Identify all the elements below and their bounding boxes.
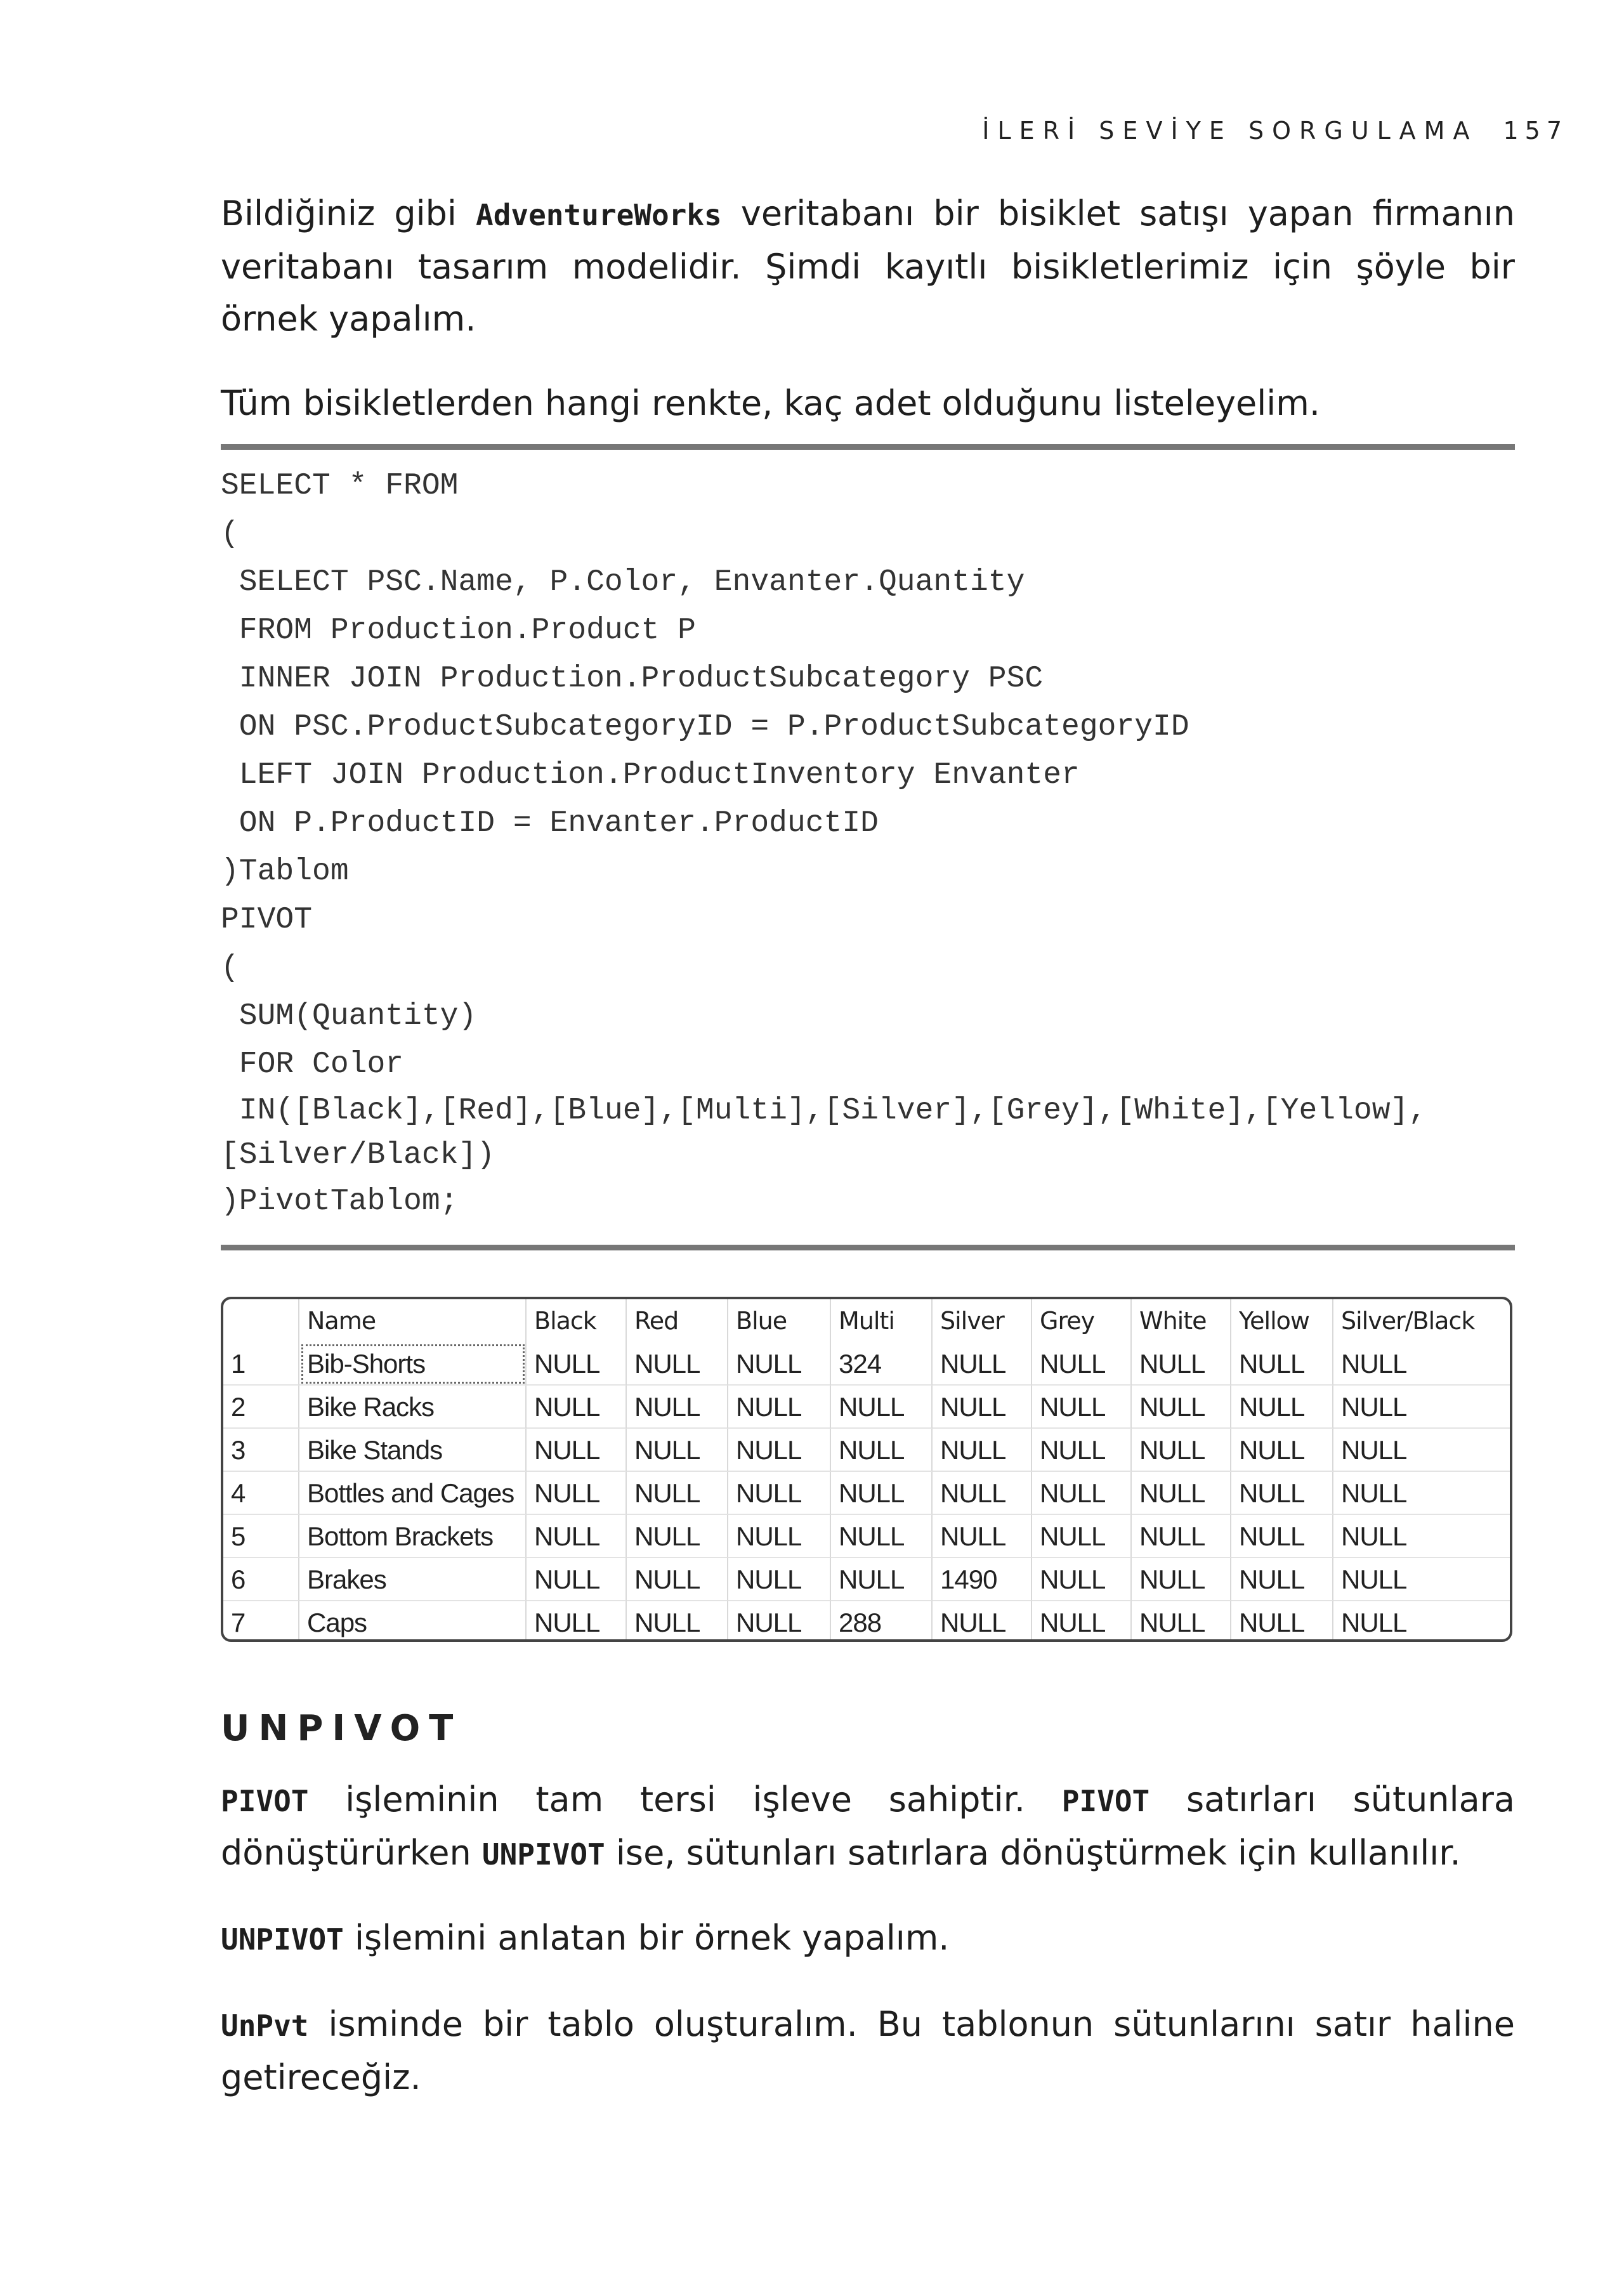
column-header[interactable]: Yellow <box>1231 1299 1333 1342</box>
grid-cell[interactable]: NULL <box>1132 1601 1231 1642</box>
column-header[interactable]: Blue <box>728 1299 831 1342</box>
code-line: )PivotTablom; <box>221 1184 459 1219</box>
keyword-pivot: PIVOT <box>1061 1784 1150 1818</box>
grid-cell[interactable]: 1490 <box>933 1558 1032 1601</box>
grid-cell[interactable]: NULL <box>627 1558 728 1601</box>
table-row[interactable] <box>223 1429 1510 1472</box>
grid-cell[interactable]: NULL <box>627 1601 728 1642</box>
grid-cell[interactable]: NULL <box>1032 1472 1132 1515</box>
grid-cell[interactable]: NULL <box>1032 1429 1132 1472</box>
grid-cell[interactable]: NULL <box>933 1601 1032 1642</box>
code-line: SELECT * FROM <box>221 469 459 503</box>
code-line: SELECT PSC.Name, P.Color, Envanter.Quantity <box>221 565 1025 600</box>
grid-cell[interactable]: NULL <box>831 1386 933 1429</box>
results-grid <box>221 1297 1512 1642</box>
column-header[interactable]: White <box>1132 1299 1231 1342</box>
grid-cell[interactable]: NULL <box>627 1429 728 1472</box>
grid-cell[interactable]: 324 <box>831 1342 933 1386</box>
keyword-unpivot: UNPIVOT <box>221 1922 344 1957</box>
code-line: )Tablom <box>221 855 349 889</box>
code-line: ON PSC.ProductSubcategoryID = P.ProductSubcategoryID <box>221 710 1189 744</box>
code-line: [Silver/Black]) <box>221 1138 495 1172</box>
unpivot-paragraph-1 <box>221 1774 1515 1880</box>
code-line: FOR Color <box>221 1047 404 1082</box>
grid-cell[interactable]: NULL <box>1132 1342 1231 1386</box>
grid-cell[interactable]: Bike Stands <box>299 1429 527 1472</box>
grid-cell[interactable]: NULL <box>1132 1472 1231 1515</box>
row-number[interactable]: 1 <box>223 1342 299 1386</box>
grid-cell[interactable]: Bike Racks <box>299 1386 527 1429</box>
code-line: ( <box>221 951 239 985</box>
grid-cell[interactable]: Caps <box>299 1601 527 1642</box>
intro-paragraph <box>221 188 1515 345</box>
grid-cell[interactable]: NULL <box>1231 1342 1333 1386</box>
table-row[interactable] <box>223 1515 1510 1558</box>
grid-cell[interactable]: NULL <box>527 1342 627 1386</box>
grid-cell[interactable]: NULL <box>1132 1386 1231 1429</box>
grid-cell[interactable]: Brakes <box>299 1558 527 1601</box>
column-header[interactable] <box>223 1299 299 1342</box>
page-number: 157 <box>1503 117 1568 145</box>
code-line: SUM(Quantity) <box>221 999 477 1033</box>
text: işleminin tam tersi işleve sahiptir. <box>308 1780 1062 1819</box>
column-header[interactable]: Silver <box>933 1299 1032 1342</box>
text: satırları sütunlara dönüştürürken <box>221 1780 1515 1873</box>
sql-code-block <box>221 462 1515 1226</box>
grid-cell[interactable]: NULL <box>933 1472 1032 1515</box>
grid-cell[interactable]: NULL <box>527 1515 627 1558</box>
chapter-title: İLERİ SEVİYE SORGULAMA <box>982 117 1478 145</box>
grid-cell[interactable]: NULL <box>728 1515 831 1558</box>
row-number[interactable]: 5 <box>223 1515 299 1558</box>
grid-cell[interactable]: 288 <box>831 1601 933 1642</box>
grid-cell[interactable]: NULL <box>728 1558 831 1601</box>
grid-cell[interactable]: NULL <box>1231 1601 1333 1642</box>
grid-cell[interactable]: NULL <box>933 1386 1032 1429</box>
column-header[interactable]: Multi <box>831 1299 933 1342</box>
code-line: FROM Production.Product P <box>221 613 696 648</box>
code-bottom-rule <box>221 1245 1515 1250</box>
table-name: UnPvt <box>221 2009 309 2043</box>
grid-cell[interactable]: NULL <box>728 1429 831 1472</box>
grid-cell[interactable]: NULL <box>1231 1429 1333 1472</box>
code-line: LEFT JOIN Production.ProductInventory Envanter <box>221 758 1080 792</box>
grid-cell[interactable]: Bottom Brackets <box>299 1515 527 1558</box>
table-row[interactable] <box>223 1601 1510 1642</box>
text: ise, sütunları satırlara dönüştürmek için kullanılır. <box>605 1833 1461 1873</box>
grid-cell[interactable]: Bottles and Cages <box>299 1472 527 1515</box>
row-number[interactable]: 7 <box>223 1601 299 1642</box>
table-row[interactable] <box>223 1558 1510 1601</box>
grid-cell[interactable]: NULL <box>1333 1601 1512 1642</box>
grid-cell[interactable]: NULL <box>728 1386 831 1429</box>
grid-cell[interactable]: Bib-Shorts <box>299 1342 527 1386</box>
code-top-rule <box>221 444 1515 450</box>
code-line: ON P.ProductID = Envanter.ProductID <box>221 806 879 841</box>
grid-cell[interactable]: NULL <box>1032 1515 1132 1558</box>
table-row[interactable] <box>223 1472 1510 1515</box>
intro-text-2: veritabanı bir bisiklet satışı yapan firmanın veritabanı tasarım modelidir. Şimdi kayıtlı bisikletlerimiz için şöyle bir örnek yapalım. <box>221 193 1516 339</box>
text: işlemini anlatan bir örnek yapalım. <box>343 1918 950 1958</box>
database-name: AdventureWorks <box>476 198 722 232</box>
grid-cell[interactable]: NULL <box>527 1472 627 1515</box>
running-header <box>982 117 1568 145</box>
column-header[interactable]: Red <box>627 1299 728 1342</box>
keyword-pivot: PIVOT <box>221 1784 309 1818</box>
row-number[interactable]: 4 <box>223 1472 299 1515</box>
intro-text-1: Bildiğiniz gibi <box>221 193 476 233</box>
grid-cell[interactable]: NULL <box>1333 1386 1512 1429</box>
text: isminde bir tablo oluşturalım. Bu tablonun sütunlarını satır haline getireceğiz. <box>221 2004 1515 2097</box>
grid-cell[interactable]: NULL <box>1132 1429 1231 1472</box>
task-paragraph: Tüm bisikletlerden hangi renkte, kaç adet olduğunu listeleyelim. <box>221 383 1321 423</box>
grid-cell[interactable]: NULL <box>1032 1342 1132 1386</box>
grid-header-row <box>223 1299 1510 1342</box>
grid-cell[interactable]: NULL <box>627 1386 728 1429</box>
grid-cell[interactable]: NULL <box>627 1515 728 1558</box>
code-line: ( <box>221 517 239 551</box>
grid-cell[interactable]: NULL <box>1231 1472 1333 1515</box>
grid-cell[interactable]: NULL <box>527 1386 627 1429</box>
grid-cell[interactable]: NULL <box>527 1601 627 1642</box>
grid-cell[interactable]: NULL <box>1333 1558 1512 1601</box>
grid-cell[interactable]: NULL <box>831 1429 933 1472</box>
row-number[interactable]: 2 <box>223 1386 299 1429</box>
grid-cell[interactable]: NULL <box>527 1429 627 1472</box>
grid-cell[interactable]: NULL <box>728 1472 831 1515</box>
grid-cell[interactable]: NULL <box>1333 1429 1512 1472</box>
grid-cell[interactable]: NULL <box>831 1515 933 1558</box>
code-line: PIVOT <box>221 903 313 937</box>
column-header[interactable]: Grey <box>1032 1299 1132 1342</box>
grid-cell[interactable]: NULL <box>831 1472 933 1515</box>
row-number[interactable]: 6 <box>223 1558 299 1601</box>
section-heading: UNPIVOT <box>221 1708 462 1749</box>
grid-cell[interactable]: NULL <box>1032 1601 1132 1642</box>
code-line: IN([Black],[Red],[Blue],[Multi],[Silver],[Grey],[White],[Yellow], <box>221 1094 1427 1128</box>
grid-cell[interactable]: NULL <box>627 1472 728 1515</box>
keyword-unpivot: UNPIVOT <box>481 1837 605 1872</box>
code-line: INNER JOIN Production.ProductSubcategory PSC <box>221 662 1044 696</box>
column-header[interactable]: Name <box>299 1299 527 1342</box>
row-number[interactable]: 3 <box>223 1429 299 1472</box>
table-row[interactable] <box>223 1386 1510 1429</box>
grid-cell[interactable]: NULL <box>728 1342 831 1386</box>
grid-cell[interactable]: NULL <box>728 1601 831 1642</box>
column-header[interactable]: Black <box>527 1299 627 1342</box>
grid-cell[interactable]: NULL <box>831 1558 933 1601</box>
grid-cell[interactable]: NULL <box>933 1515 1032 1558</box>
grid-cell[interactable]: NULL <box>1333 1342 1512 1386</box>
grid-cell[interactable]: NULL <box>1032 1386 1132 1429</box>
grid-cell[interactable]: NULL <box>1032 1558 1132 1601</box>
grid-cell[interactable]: NULL <box>1231 1558 1333 1601</box>
grid-cell[interactable]: NULL <box>527 1558 627 1601</box>
column-header[interactable]: Silver/Black <box>1333 1299 1512 1342</box>
grid-cell[interactable]: NULL <box>627 1342 728 1386</box>
grid-cell[interactable]: NULL <box>1132 1558 1231 1601</box>
table-row[interactable] <box>223 1342 1510 1386</box>
grid-cell[interactable]: NULL <box>1333 1472 1512 1515</box>
grid-cell[interactable]: NULL <box>933 1342 1032 1386</box>
grid-cell[interactable]: NULL <box>1132 1515 1231 1558</box>
unpivot-paragraph-3 <box>221 1998 1515 2104</box>
grid-cell[interactable]: NULL <box>933 1429 1032 1472</box>
grid-cell[interactable]: NULL <box>1231 1386 1333 1429</box>
grid-cell[interactable]: NULL <box>1231 1515 1333 1558</box>
unpivot-paragraph-2 <box>221 1912 1515 1965</box>
grid-cell[interactable]: NULL <box>1333 1515 1512 1558</box>
